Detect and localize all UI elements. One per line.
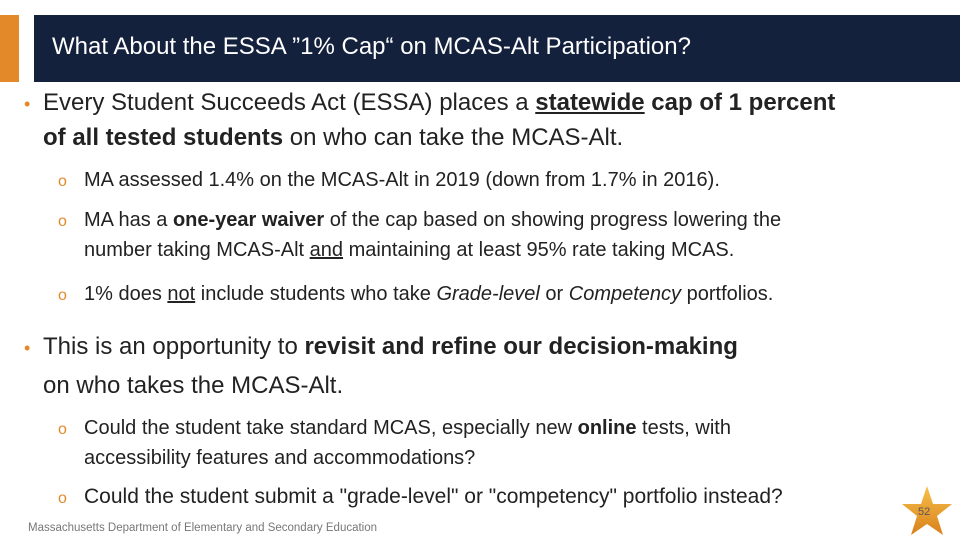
text: include students who take xyxy=(195,283,437,305)
sub-bullet-standard-mcas xyxy=(58,414,731,473)
text: accessibility features and accommodations? xyxy=(84,447,476,469)
text: on who can take the MCAS-Alt. xyxy=(283,124,624,151)
text-underline: and xyxy=(309,239,344,261)
text: maintaining at least 95% rate taking MCAS. xyxy=(343,239,735,261)
text: Every Student Succeeds Act (ESSA) places a xyxy=(43,89,536,116)
text: portfolios. xyxy=(681,283,774,305)
text: Could the student take standard MCAS, especially new xyxy=(84,417,578,439)
text: 1% does xyxy=(84,283,168,305)
sub-bullet-icon: o xyxy=(58,213,67,230)
text: MA has a xyxy=(84,209,173,231)
bullet-opportunity xyxy=(24,328,738,405)
text-statewide: statewide xyxy=(535,89,645,116)
text: This is an opportunity to xyxy=(43,333,305,360)
text: tests, with xyxy=(636,417,731,439)
sub-bullet-icon: o xyxy=(58,287,67,304)
bullet-icon: • xyxy=(24,338,31,358)
footer-text: Massachusetts Department of Elementary and Secondary Education xyxy=(28,522,378,534)
text-italic: Competency xyxy=(568,283,682,305)
text-bold: one-year waiver xyxy=(172,209,325,231)
text-bold: of all tested students xyxy=(43,124,284,151)
text-bold: cap of 1 percent xyxy=(644,89,836,116)
text: MA assessed 1.4% on the MCAS-Alt in 2019 (down from 1.7% in 2016). xyxy=(84,169,720,191)
sub-bullet-icon: o xyxy=(58,490,67,507)
accent-bar xyxy=(0,15,19,82)
text: Could the student submit a "grade-level" or "competency" portfolio instead? xyxy=(84,485,783,508)
page-number: 52 xyxy=(918,506,931,518)
bullet-essa xyxy=(24,86,835,155)
text: on who takes the MCAS-Alt. xyxy=(43,372,344,399)
text: of the cap based on showing progress lowering the xyxy=(324,209,782,231)
sub-bullet-icon: o xyxy=(58,173,67,190)
sub-bullet-portfolio xyxy=(58,482,783,513)
text: or xyxy=(539,283,569,305)
sub-bullet-icon: o xyxy=(58,421,67,438)
sub-bullet-exclusions xyxy=(58,280,773,310)
text-bold: revisit and refine our decision-making xyxy=(304,333,738,360)
text: number taking MCAS-Alt xyxy=(84,239,310,261)
sub-bullet-waiver xyxy=(58,206,781,265)
title-bar xyxy=(34,15,960,82)
text-bold: online xyxy=(577,417,637,439)
text-underline: not xyxy=(167,283,196,305)
sub-bullet-assessed xyxy=(58,166,720,196)
slide-title: What About the ESSA ”1% Cap“ on MCAS-Alt Participation? xyxy=(52,33,691,60)
bullet-icon: • xyxy=(24,94,31,114)
text-italic: Grade-level xyxy=(436,283,540,305)
